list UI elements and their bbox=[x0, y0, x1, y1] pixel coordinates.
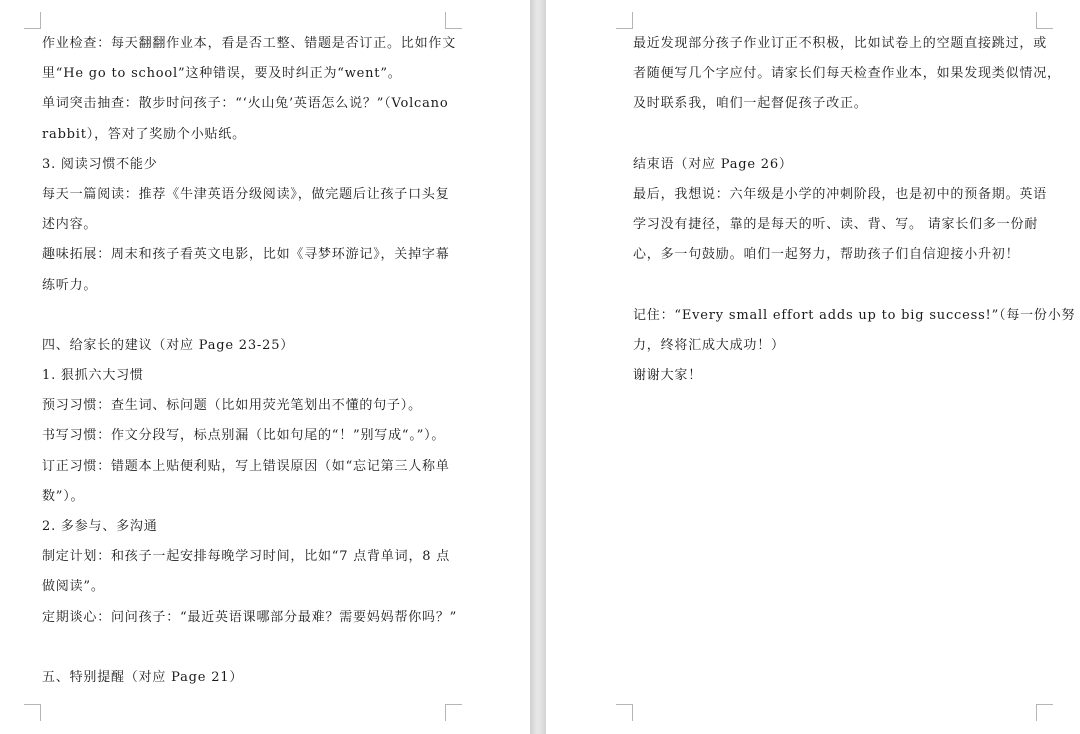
blank-line bbox=[42, 633, 447, 663]
text-line: 及时联系我，咱们一起督促孩子改正。 bbox=[633, 96, 868, 112]
text-line: 每天一篇阅读：推荐《牛津英语分级阅读》，做完题后让孩子口头复 bbox=[42, 186, 450, 202]
document-page-right bbox=[546, 0, 1080, 734]
section-heading: 四、给家长的建议（对应 Page 23-25） bbox=[42, 337, 295, 353]
document-page-left bbox=[0, 0, 530, 734]
text-line: 记住：“Every small effort adds up to big success!”（每一份小努 bbox=[633, 307, 1076, 323]
crop-mark-top-left bbox=[24, 12, 41, 29]
text-line: 谢谢大家！ bbox=[633, 368, 703, 384]
text-line: 单词突击抽查：散步时问孩子：“‘火山兔’英语怎么说？”（Volcano bbox=[42, 96, 449, 112]
text-line: 最后，我想说：六年级是小学的冲刺阶段，也是初中的预备期。英语 bbox=[633, 186, 1048, 202]
text-line: 书写习惯：作文分段写，标点别漏（比如句尾的“！”别写成“。”）。 bbox=[42, 428, 446, 444]
section-heading: 2. 多参与、多沟通 bbox=[42, 519, 158, 534]
section-heading: 结束语（对应 Page 26） bbox=[633, 156, 793, 172]
text-line: 定期谈心：问问孩子：“最近英语课哪部分最难？需要妈妈帮你吗？” bbox=[42, 609, 458, 625]
text-line: 作业检查：每天翻翻作业本，看是否工整、错题是否订正。比如作文 bbox=[42, 36, 457, 51]
crop-mark-bottom-right bbox=[445, 704, 462, 721]
text-line: 述内容。 bbox=[42, 217, 98, 233]
blank-line bbox=[42, 301, 447, 331]
text-line: rabbit），答对了奖励个小贴纸。 bbox=[42, 126, 246, 142]
crop-mark-bottom-right bbox=[1036, 704, 1053, 721]
crop-mark-top-right bbox=[1036, 12, 1053, 29]
crop-mark-bottom-left bbox=[24, 704, 41, 721]
right-page-text[interactable] bbox=[633, 29, 1076, 391]
text-line: 趣味拓展：周末和孩子看英文电影，比如《寻梦环游记》，关掉字幕 bbox=[42, 247, 450, 263]
page-gap bbox=[530, 0, 546, 734]
crop-mark-top-left bbox=[616, 12, 633, 29]
text-line: 学习没有捷径，靠的是每天的听、读、背、写。 请家长们多一份耐 bbox=[633, 217, 1039, 233]
text-line: 心，多一句鼓励。咱们一起努力，帮助孩子们自信迎接小升初！ bbox=[633, 247, 1020, 263]
text-line: 数”）。 bbox=[42, 488, 85, 504]
crop-mark-bottom-left bbox=[616, 704, 633, 721]
section-heading: 1. 狠抓六大习惯 bbox=[42, 368, 144, 384]
text-line: 力，终将汇成大成功！） bbox=[633, 337, 785, 353]
left-page-text[interactable] bbox=[42, 29, 458, 693]
text-line: 做阅读”。 bbox=[42, 579, 105, 595]
section-heading: 五、特别提醒（对应 Page 21） bbox=[42, 669, 244, 685]
text-line: 练听力。 bbox=[42, 277, 98, 293]
text-line: 制定计划：和孩子一起安排每晚学习时间，比如“7 点背单词，8 点 bbox=[42, 549, 451, 565]
text-line: 订正习惯：错题本上贴便利贴，写上错误原因（如“忘记第三人称单 bbox=[42, 458, 450, 474]
blank-line bbox=[633, 271, 1038, 301]
text-line: 者随便写几个字应付。请家长们每天检查作业本，如果发现类似情况， bbox=[633, 66, 1061, 82]
blank-line bbox=[633, 120, 1038, 150]
text-line: 最近发现部分孩子作业订正不积极，比如试卷上的空题直接跳过，或 bbox=[633, 36, 1048, 51]
text-line: 预习习惯：查生词、标问题（比如用荧光笔划出不懂的句子）。 bbox=[42, 398, 422, 414]
crop-mark-top-right bbox=[445, 12, 462, 29]
text-line: 里“He go to school”这种错误，要及时纠正为“went”。 bbox=[42, 66, 402, 82]
section-heading: 3. 阅读习惯不能少 bbox=[42, 156, 158, 172]
